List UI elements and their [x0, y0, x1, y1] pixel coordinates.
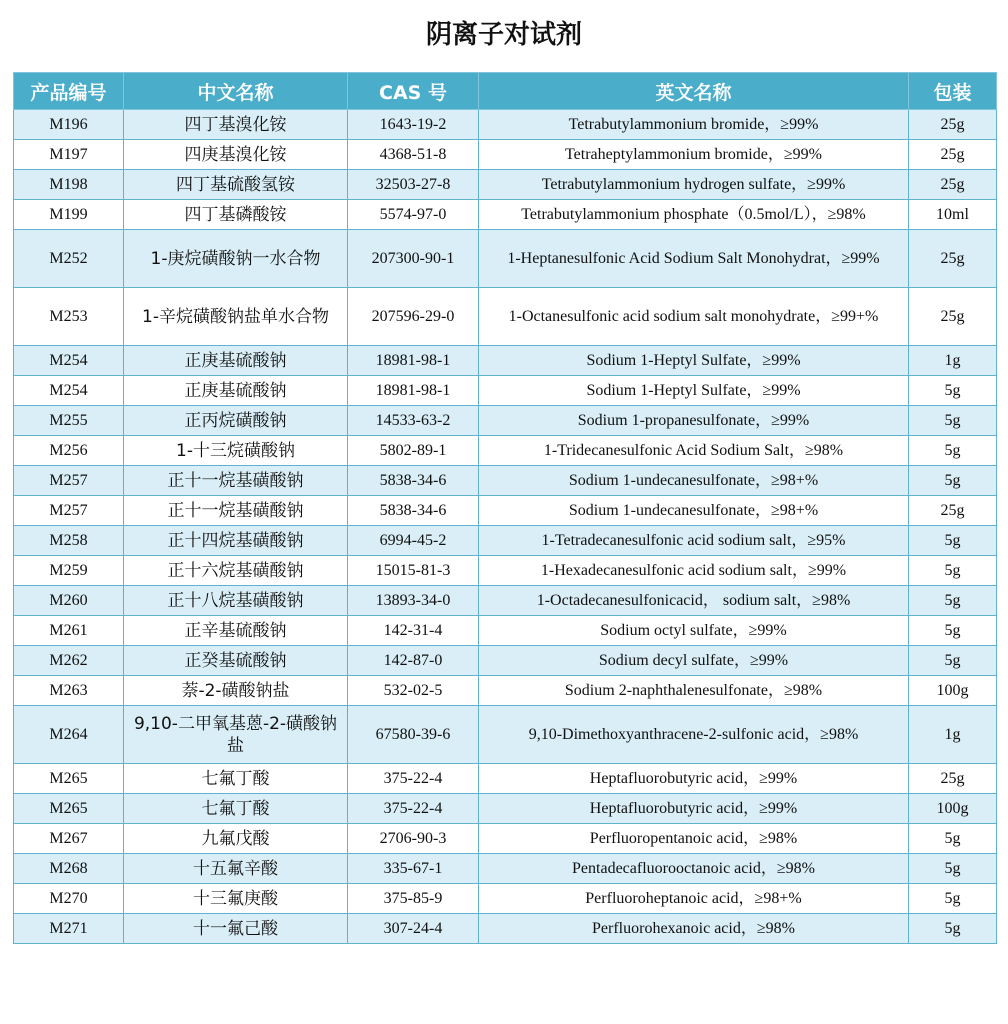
cas-number-cell: 14533-63-2: [348, 406, 479, 436]
package-cell: 5g: [909, 824, 997, 854]
chinese-name-cell: 七氟丁酸: [124, 794, 348, 824]
english-name-cell: Pentadecafluorooctanoic acid，≥98%: [479, 854, 909, 884]
cas-number-cell: 1643-19-2: [348, 110, 479, 140]
chinese-name-cell: 正十八烷基磺酸钠: [124, 586, 348, 616]
package-cell: 25g: [909, 288, 997, 346]
table-row: [14, 436, 997, 466]
cas-number-cell: 207300-90-1: [348, 230, 479, 288]
product-code-cell: M261: [14, 616, 124, 646]
product-code-cell: M263: [14, 676, 124, 706]
english-name-cell: Perfluoroheptanoic acid，≥98+%: [479, 884, 909, 914]
cas-number-cell: 5574-97-0: [348, 200, 479, 230]
table-row: [14, 854, 997, 884]
cas-number-cell: 142-31-4: [348, 616, 479, 646]
package-cell: 25g: [909, 230, 997, 288]
english-name-cell: Sodium octyl sulfate，≥99%: [479, 616, 909, 646]
package-cell: 1g: [909, 706, 997, 764]
table-row: [14, 676, 997, 706]
cas-number-cell: 18981-98-1: [348, 376, 479, 406]
product-code-cell: M254: [14, 346, 124, 376]
english-name-cell: 1-Tetradecanesulfonic acid sodium salt，≥95%: [479, 526, 909, 556]
cas-number-cell: 375-22-4: [348, 764, 479, 794]
cas-number-cell: 5802-89-1: [348, 436, 479, 466]
english-name-cell: 1-Hexadecanesulfonic acid sodium salt，≥99%: [479, 556, 909, 586]
table-row: [14, 646, 997, 676]
english-name-cell: Sodium 1-undecanesulfonate，≥98+%: [479, 496, 909, 526]
product-code-cell: M271: [14, 914, 124, 944]
english-name-cell: Perfluoropentanoic acid，≥98%: [479, 824, 909, 854]
english-name-cell: 1-Heptanesulfonic Acid Sodium Salt Monohydrat，≥99%: [479, 230, 909, 288]
english-name-cell: Sodium 1-Heptyl Sulfate，≥99%: [479, 376, 909, 406]
package-cell: 5g: [909, 406, 997, 436]
table-row: [14, 466, 997, 496]
chinese-name-cell: 十三氟庚酸: [124, 884, 348, 914]
table-row: [14, 230, 997, 288]
header-package: 包装: [909, 73, 997, 110]
chinese-name-cell: 九氟戊酸: [124, 824, 348, 854]
table-row: [14, 406, 997, 436]
product-code-cell: M254: [14, 376, 124, 406]
english-name-cell: Sodium 1-Heptyl Sulfate，≥99%: [479, 346, 909, 376]
english-name-cell: Heptafluorobutyric acid，≥99%: [479, 764, 909, 794]
chinese-name-cell: 四丁基硫酸氢铵: [124, 170, 348, 200]
cas-number-cell: 32503-27-8: [348, 170, 479, 200]
package-cell: 25g: [909, 496, 997, 526]
table-row: [14, 764, 997, 794]
english-name-cell: Perfluorohexanoic acid，≥98%: [479, 914, 909, 944]
chinese-name-cell: 十一氟己酸: [124, 914, 348, 944]
package-cell: 25g: [909, 764, 997, 794]
product-code-cell: M260: [14, 586, 124, 616]
table-row: [14, 376, 997, 406]
package-cell: 5g: [909, 376, 997, 406]
product-code-cell: M270: [14, 884, 124, 914]
table-row: [14, 526, 997, 556]
package-cell: 100g: [909, 676, 997, 706]
english-name-cell: Sodium 1-undecanesulfonate，≥98+%: [479, 466, 909, 496]
chinese-name-cell: 1-辛烷磺酸钠盐单水合物: [124, 288, 348, 346]
cas-number-cell: 207596-29-0: [348, 288, 479, 346]
chinese-name-cell: 9,10-二甲氧基蒽-2-磺酸钠盐: [124, 706, 348, 764]
package-cell: 100g: [909, 794, 997, 824]
chinese-name-cell: 正十一烷基磺酸钠: [124, 496, 348, 526]
table-row: [14, 110, 997, 140]
cas-number-cell: 375-85-9: [348, 884, 479, 914]
cas-number-cell: 335-67-1: [348, 854, 479, 884]
english-name-cell: 1-Octadecanesulfonicacid， sodium salt，≥98%: [479, 586, 909, 616]
chinese-name-cell: 七氟丁酸: [124, 764, 348, 794]
cas-number-cell: 5838-34-6: [348, 496, 479, 526]
chinese-name-cell: 四丁基磷酸铵: [124, 200, 348, 230]
table-row: [14, 346, 997, 376]
english-name-cell: 9,10-Dimethoxyanthracene-2-sulfonic acid，≥98%: [479, 706, 909, 764]
chinese-name-cell: 正十四烷基磺酸钠: [124, 526, 348, 556]
chinese-name-cell: 正庚基硫酸钠: [124, 346, 348, 376]
product-code-cell: M258: [14, 526, 124, 556]
cas-number-cell: 15015-81-3: [348, 556, 479, 586]
english-name-cell: 1-Octanesulfonic acid sodium salt monohydrate，≥99+%: [479, 288, 909, 346]
product-code-cell: M252: [14, 230, 124, 288]
package-cell: 5g: [909, 466, 997, 496]
product-code-cell: M265: [14, 794, 124, 824]
header-product-code: 产品编号: [14, 73, 124, 110]
product-code-cell: M267: [14, 824, 124, 854]
chinese-name-cell: 萘-2-磺酸钠盐: [124, 676, 348, 706]
table-header-row: [14, 73, 997, 110]
chinese-name-cell: 正丙烷磺酸钠: [124, 406, 348, 436]
product-code-cell: M268: [14, 854, 124, 884]
product-code-cell: M262: [14, 646, 124, 676]
english-name-cell: Tetraheptylammonium bromide，≥99%: [479, 140, 909, 170]
cas-number-cell: 142-87-0: [348, 646, 479, 676]
cas-number-cell: 2706-90-3: [348, 824, 479, 854]
product-code-cell: M264: [14, 706, 124, 764]
package-cell: 1g: [909, 346, 997, 376]
package-cell: 5g: [909, 436, 997, 466]
table-row: [14, 556, 997, 586]
cas-number-cell: 5838-34-6: [348, 466, 479, 496]
table-row: [14, 586, 997, 616]
chinese-name-cell: 正辛基硫酸钠: [124, 616, 348, 646]
product-code-cell: M257: [14, 466, 124, 496]
english-name-cell: Sodium 1-propanesulfonate，≥99%: [479, 406, 909, 436]
cas-number-cell: 532-02-5: [348, 676, 479, 706]
cas-number-cell: 4368-51-8: [348, 140, 479, 170]
table-row: [14, 914, 997, 944]
table-row: [14, 616, 997, 646]
chinese-name-cell: 四丁基溴化铵: [124, 110, 348, 140]
package-cell: 5g: [909, 526, 997, 556]
product-code-cell: M253: [14, 288, 124, 346]
product-code-cell: M198: [14, 170, 124, 200]
package-cell: 5g: [909, 884, 997, 914]
english-name-cell: 1-Tridecanesulfonic Acid Sodium Salt，≥98%: [479, 436, 909, 466]
package-cell: 5g: [909, 616, 997, 646]
english-name-cell: Sodium decyl sulfate，≥99%: [479, 646, 909, 676]
english-name-cell: Tetrabutylammonium hydrogen sulfate，≥99%: [479, 170, 909, 200]
table-row: [14, 200, 997, 230]
package-cell: 25g: [909, 140, 997, 170]
chinese-name-cell: 1-庚烷磺酸钠一水合物: [124, 230, 348, 288]
english-name-cell: Tetrabutylammonium bromide，≥99%: [479, 110, 909, 140]
table-row: [14, 706, 997, 764]
table-body: [14, 110, 997, 944]
chinese-name-cell: 正十一烷基磺酸钠: [124, 466, 348, 496]
header-english-name: 英文名称: [479, 73, 909, 110]
package-cell: 5g: [909, 556, 997, 586]
chinese-name-cell: 十五氟辛酸: [124, 854, 348, 884]
package-cell: 25g: [909, 110, 997, 140]
package-cell: 5g: [909, 854, 997, 884]
table-row: [14, 794, 997, 824]
header-cas-number: CAS 号: [348, 73, 479, 110]
cas-number-cell: 375-22-4: [348, 794, 479, 824]
table-row: [14, 170, 997, 200]
package-cell: 5g: [909, 586, 997, 616]
cas-number-cell: 307-24-4: [348, 914, 479, 944]
english-name-cell: Tetrabutylammonium phosphate（0.5mol/L），≥98%: [479, 200, 909, 230]
cas-number-cell: 67580-39-6: [348, 706, 479, 764]
table-row: [14, 496, 997, 526]
product-code-cell: M259: [14, 556, 124, 586]
chinese-name-cell: 正庚基硫酸钠: [124, 376, 348, 406]
product-table: [13, 72, 997, 944]
product-code-cell: M255: [14, 406, 124, 436]
chinese-name-cell: 1-十三烷磺酸钠: [124, 436, 348, 466]
product-code-cell: M196: [14, 110, 124, 140]
english-name-cell: Sodium 2-naphthalenesulfonate，≥98%: [479, 676, 909, 706]
chinese-name-cell: 四庚基溴化铵: [124, 140, 348, 170]
chinese-name-cell: 正十六烷基磺酸钠: [124, 556, 348, 586]
product-code-cell: M197: [14, 140, 124, 170]
cas-number-cell: 6994-45-2: [348, 526, 479, 556]
product-code-cell: M199: [14, 200, 124, 230]
cas-number-cell: 18981-98-1: [348, 346, 479, 376]
page-title: 阴离子对试剂: [425, 20, 582, 50]
product-code-cell: M257: [14, 496, 124, 526]
chinese-name-cell: 正癸基硫酸钠: [124, 646, 348, 676]
cas-number-cell: 13893-34-0: [348, 586, 479, 616]
english-name-cell: Heptafluorobutyric acid，≥99%: [479, 794, 909, 824]
package-cell: 5g: [909, 646, 997, 676]
product-code-cell: M256: [14, 436, 124, 466]
product-code-cell: M265: [14, 764, 124, 794]
table-row: [14, 824, 997, 854]
package-cell: 25g: [909, 170, 997, 200]
header-chinese-name: 中文名称: [124, 73, 348, 110]
package-cell: 5g: [909, 914, 997, 944]
package-cell: 10ml: [909, 200, 997, 230]
table-row: [14, 288, 997, 346]
table-row: [14, 884, 997, 914]
table-row: [14, 140, 997, 170]
